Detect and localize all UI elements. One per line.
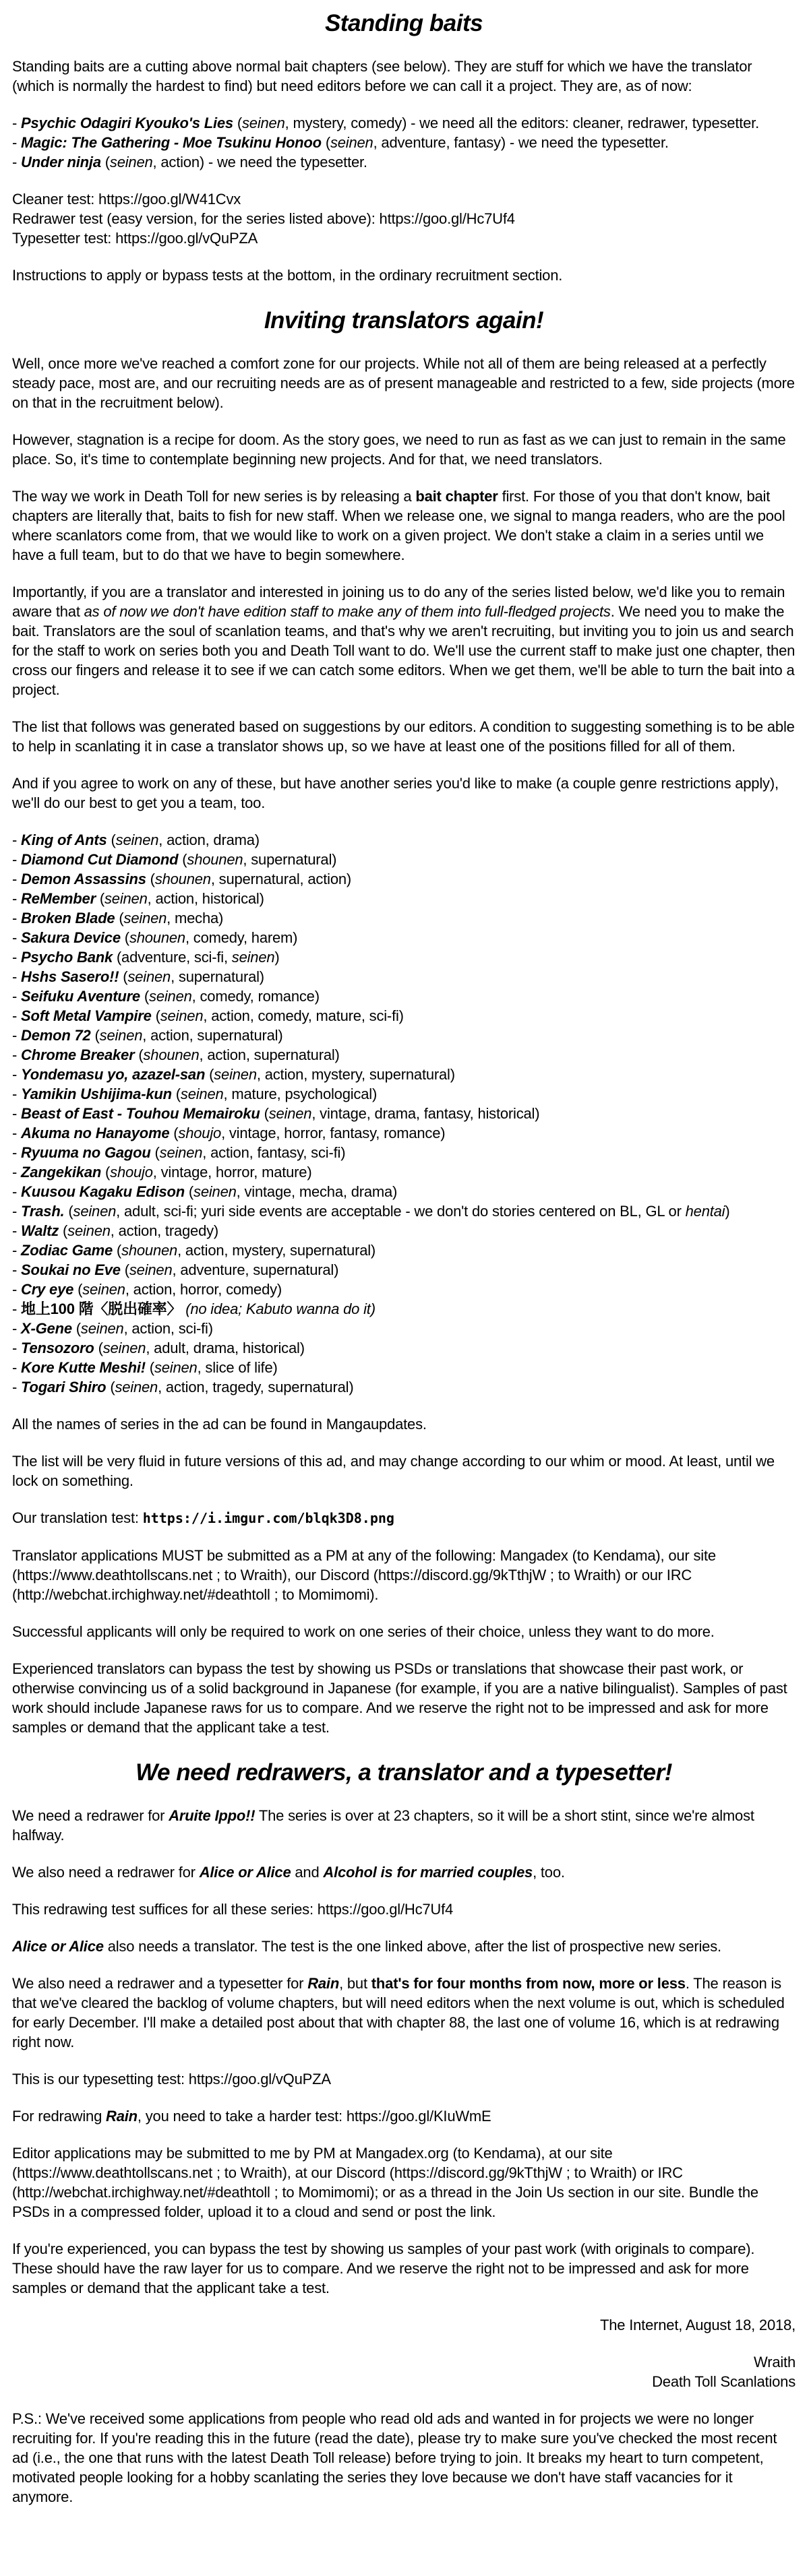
text-run: Yondemasu yo, azazel-san (21, 1066, 206, 1083)
line (12, 1338, 796, 1358)
text-run: However, stagnation is a recipe for doom. As the story goes, we need to run as fast as we can just to remain in the same place. So, it's time to contemplate beginning new projects. And for that, we need translators. (12, 431, 786, 468)
text-run: King of Ants (21, 831, 107, 848)
text-run: Tensozoro (21, 1340, 94, 1356)
text-run: seinen (193, 1183, 237, 1200)
prospective-series-list (12, 830, 796, 1397)
text-run: shounen (121, 1242, 178, 1259)
text-run: seinen (159, 1144, 203, 1161)
text-run: Our translation test: (12, 1509, 143, 1526)
text-run: seinen (154, 1359, 198, 1376)
text-run: - (12, 1086, 22, 1102)
heading-we-need-redrawers (12, 1757, 796, 1788)
text-run: Cleaner test: https://goo.gl/W41Cvx (12, 191, 241, 208)
line (12, 889, 796, 908)
text-run: - (12, 154, 22, 170)
line (12, 850, 796, 869)
text-run: Waltz (21, 1222, 59, 1239)
text-run: Cry eye (21, 1281, 74, 1298)
para-aruite-ippo (12, 1806, 796, 1845)
text-run: - (12, 831, 22, 848)
text-run: We also need a redrawer and a typesetter for (12, 1975, 308, 1992)
text-run: - (12, 134, 22, 151)
text-run: , adult, drama, historical) (146, 1340, 305, 1356)
text-run: - (12, 968, 22, 985)
text-run: ( (113, 1242, 122, 1259)
line (12, 1045, 796, 1065)
text-run: seinen (99, 1027, 143, 1044)
test-links-list (12, 189, 796, 248)
line (12, 1026, 796, 1045)
text-run: (adventure, sci-fi, (113, 949, 232, 966)
line (12, 1299, 796, 1319)
para-list-origin (12, 717, 796, 756)
text-run: ( (95, 890, 104, 907)
text-run: seinen (268, 1105, 312, 1122)
bait-series-list (12, 113, 796, 172)
text-run: Sakura Device (21, 929, 121, 946)
text-run: This redrawing test suffices for all these series: https://goo.gl/Hc7Uf4 (12, 1901, 454, 1918)
text-run: The Internet, August 18, 2018, (600, 2317, 796, 2333)
text-run: seinen (241, 115, 285, 131)
text-run: ( (107, 831, 116, 848)
line (12, 133, 796, 152)
text-run: seinen (102, 1340, 146, 1356)
line (12, 986, 796, 1006)
text-run: - (12, 851, 22, 868)
text-run: shoujo (178, 1125, 222, 1141)
text-run: , vintage, drama, fantasy, historical) (311, 1105, 540, 1122)
text-run: ( (106, 1379, 115, 1395)
text-run: , comedy, romance) (191, 988, 320, 1005)
text-run: Akuma no Hanayome (21, 1125, 170, 1141)
text-run: - (12, 1222, 22, 1239)
line (12, 1280, 796, 1299)
text-run: - (12, 929, 22, 946)
text-run: shounen (187, 851, 243, 868)
text-run: ( (101, 1164, 111, 1181)
text-run: - (12, 1359, 22, 1376)
text-run: And if you agree to work on any of these, but have another series you'd like to make (a couple genre restrictions apply), we'll do our best to get you a team, too. (12, 775, 779, 811)
line (12, 1201, 796, 1221)
text-run: ) (725, 1203, 730, 1220)
para-your-own-series (12, 774, 796, 813)
text-run: Demon 72 (21, 1027, 91, 1044)
text-run: - (12, 1261, 22, 1278)
text-run: P.S.: We've received some applications from people who read old ads and wanted in for projects we were no longer recruiting for. If you're reading this in the future (read the date), please try to make sure you've checked the most recent ad (i.e., the one that runs with the latest Death Toll release) before trying to join. It breaks my heart to turn competent, motivated people looking for a hobby scanlating the series they love because we don't have staff vacancies for it anymore. (12, 2410, 777, 2505)
text-run: - (12, 1320, 22, 1337)
text-run: - (12, 1183, 22, 1200)
text-run: seinen (123, 910, 167, 926)
text-run: shounen (129, 929, 185, 946)
text-run: , action, historical) (147, 890, 264, 907)
text-run: Demon Assassins (21, 871, 146, 887)
text-run: ( (140, 988, 150, 1005)
para-standing-baits-intro (12, 57, 796, 96)
line (12, 947, 796, 967)
text-run: , supernatural) (243, 851, 337, 868)
para-fluid-list (12, 1451, 796, 1490)
text-run: ( (321, 134, 330, 151)
text-run: seinen (73, 1203, 117, 1220)
text-run: , action, comedy, mature, sci-fi) (203, 1007, 404, 1024)
text-run: shounen (143, 1046, 200, 1063)
heading-standing-baits (12, 8, 796, 39)
text-run: Chrome Breaker (21, 1046, 135, 1063)
para-typesetting-test (12, 2069, 796, 2089)
text-run: seinen (160, 1007, 204, 1024)
text-run: Alice or Alice (199, 1864, 291, 1881)
para-importantly (12, 582, 796, 699)
text-run: and (291, 1864, 324, 1881)
text-run: Standing baits (324, 10, 483, 36)
text-run: Importantly, if you are a translator and interested in joining us to do any of the series listed below, we'd like you to remain aware that (12, 584, 785, 620)
text-run: Rain (106, 2108, 138, 2125)
line (12, 1143, 796, 1162)
line (12, 908, 796, 928)
text-run: All the names of series in the ad can be found in Mangaupdates. (12, 1416, 427, 1433)
text-run: seinen (115, 831, 159, 848)
text-run: We also need a redrawer for (12, 1864, 200, 1881)
text-run: , action, fantasy, sci-fi) (202, 1144, 346, 1161)
text-run: Kuusou Kagaku Edison (21, 1183, 185, 1200)
text-run: ( (260, 1105, 269, 1122)
line (12, 1377, 796, 1397)
para-bait-chapter (12, 486, 796, 565)
text-run: , action, tragedy) (110, 1222, 219, 1239)
text-run: ( (205, 1066, 214, 1083)
text-run: Alice or Alice (12, 1938, 104, 1955)
line (12, 869, 796, 889)
line (12, 209, 796, 228)
text-run: , mystery, comedy) - we need all the editors: cleaner, redrawer, typesetter. (284, 115, 760, 131)
text-run: For redrawing (12, 2108, 107, 2125)
text-run: - (12, 1144, 22, 1161)
text-run: seinen (330, 134, 373, 151)
text-run: seinen (129, 1261, 173, 1278)
text-run: , you need to take a harder test: https://goo.gl/KIuWmE (137, 2108, 491, 2125)
line (12, 928, 796, 947)
line (12, 830, 796, 850)
text-run: ( (94, 1340, 103, 1356)
text-run: Standing baits are a cutting above normal bait chapters (see below). They are stuff for which we have the translator (which is normally the hardest to find) but need editors before we can call it a project. They are, as of now: (12, 58, 752, 94)
text-run: shounen (154, 871, 211, 887)
text-run: seinen (115, 1379, 158, 1395)
text-run: seinen (214, 1066, 257, 1083)
text-run: Editor applications may be submitted to me by PM at Mangadex.org (to Kendama), at our site (https://www.deathtollscans.net ; to Wraith), at our Discord (https://discord.gg/9kTthjW ; to Wraith) or IRC (http://webchat.irchighway.net/#deathtoll ; to Momimomi); or as a thread in the Join Us section in our site. Bundle the PSDs in a compressed folder, upload it to a cloud and send or post the link. (12, 2145, 758, 2220)
text-run: also needs a translator. The test is the one linked above, after the list of prospective new series. (103, 1938, 721, 1955)
text-run: , action, tragedy, supernatural) (158, 1379, 354, 1395)
text-run: - (12, 1379, 22, 1395)
text-run: - (12, 890, 22, 907)
text-run: (no idea; Kabuto wanna do it) (185, 1300, 376, 1317)
text-run: Hshs Sasero!! (21, 968, 119, 985)
text-run: , vintage, horror, fantasy, romance) (221, 1125, 446, 1141)
text-run: ( (120, 929, 129, 946)
line (12, 113, 796, 133)
text-run: Soft Metal Vampire (21, 1007, 152, 1024)
text-run: Well, once more we've reached a comfort zone for our projects. While not all of them are being released at a perfectly steady pace, most are, and our recruiting needs are as of present manageable and restricted to a few, side projects (more on that in the recruitment below). (12, 355, 795, 411)
text-run: Zodiac Game (21, 1242, 113, 1259)
text-run: Inviting translators again! (264, 307, 544, 334)
text-run: Instructions to apply or bypass tests at the bottom, in the ordinary recruitment section. (12, 267, 563, 284)
text-run: first. For those of you that don't know, bait chapters are literally that, baits to fish for new staff. When we release one, we signal to manga readers, who are the pool where scanlators come from, that we would like to work on a given project. We don't stake a claim in a series until we have a full team, but to do that we have to begin somewhere. (12, 488, 785, 563)
text-run: Alcohol is for married couples (323, 1864, 533, 1881)
text-run: We need a redrawer for (12, 1807, 169, 1824)
para-successful-applicants (12, 1622, 796, 1641)
text-run: seinen (67, 1222, 111, 1239)
text-run: ( (71, 1320, 81, 1337)
line (12, 967, 796, 986)
line (12, 152, 796, 172)
text-run: - (12, 1007, 22, 1024)
line (12, 2372, 796, 2391)
para-mangaupdates (12, 1414, 796, 1434)
text-run: , comedy, harem) (185, 929, 298, 946)
para-translation-test (12, 1508, 796, 1528)
text-run: that's for four months from now, more or less (371, 1975, 686, 1992)
text-run: seinen (180, 1086, 224, 1102)
text-run: Rain (307, 1975, 340, 1992)
line (12, 1240, 796, 1260)
text-run: The list that follows was generated based on suggestions by our editors. A condition to suggesting something is to be able to help in scanlating it in case a translator shows up, so we have at least one of the positions filled for all of them. (12, 718, 795, 755)
text-run: , action, drama) (158, 831, 260, 848)
text-run: ReMember (21, 890, 96, 907)
text-run: , action, sci-fi) (123, 1320, 213, 1337)
line (12, 228, 796, 248)
text-run: ( (233, 115, 242, 131)
line (12, 1084, 796, 1104)
text-run: shoujo (110, 1164, 153, 1181)
text-run: seinen (109, 154, 153, 170)
text-run: The list will be very fluid in future versions of this ad, and may change according to our whim or mood. At least, until we lock on something. (12, 1453, 775, 1489)
text-run: X-Gene (21, 1320, 72, 1337)
text-run: seinen (80, 1320, 124, 1337)
text-run: Successful applicants will only be required to work on one series of their choice, unless they want to do more. (12, 1623, 715, 1640)
text-run: ( (178, 851, 187, 868)
text-run: , vintage, horror, mature) (152, 1164, 312, 1181)
text-run: ( (171, 1086, 181, 1102)
text-run: , action, mystery, supernatural) (177, 1242, 376, 1259)
text-run: Kore Kutte Meshi! (21, 1359, 146, 1376)
text-run: seinen (104, 890, 148, 907)
line (12, 1221, 796, 1240)
para-instructions (12, 265, 796, 285)
para-alice-translator (12, 1937, 796, 1956)
text-run: - (12, 115, 22, 131)
para-comfort-zone (12, 354, 796, 412)
text-run: , adult, sci-fi; yuri side events are acceptable - we don't do stories centered on BL, GL or (116, 1203, 686, 1220)
text-run: - (12, 1340, 22, 1356)
text-run: Yamikin Ushijima-kun (21, 1086, 172, 1102)
text-run: Psychic Odagiri Kyouko's Lies (21, 115, 233, 131)
para-rain (12, 1974, 796, 2052)
text-run: Soukai no Eve (21, 1261, 121, 1278)
text-run: hentai (685, 1203, 725, 1220)
line (12, 1006, 796, 1026)
text-run: Aruite Ippo!! (169, 1807, 256, 1824)
text-run: - (12, 910, 22, 926)
text-run: , too. (533, 1864, 565, 1881)
para-editor-applications (12, 2143, 796, 2222)
para-translator-applications (12, 1546, 796, 1604)
text-run: Beast of East - Touhou Memairoku (21, 1105, 260, 1122)
para-postscript (12, 2409, 796, 2507)
text-run: ( (150, 1144, 160, 1161)
para-stagnation (12, 430, 796, 469)
para-experienced-editors (12, 2239, 796, 2298)
para-alice-redrawer (12, 1862, 796, 1882)
line (12, 1104, 796, 1123)
text-run: Wraith (754, 2354, 796, 2370)
text-run: Ryuuma no Gagou (21, 1144, 151, 1161)
text-run: , adventure, supernatural) (172, 1261, 339, 1278)
text-run: , action, horror, comedy) (125, 1281, 282, 1298)
text-run: ( (184, 1183, 194, 1200)
text-run: seinen (149, 988, 192, 1005)
text-run: , vintage, mecha, drama) (236, 1183, 398, 1200)
line (12, 1162, 796, 1182)
line (12, 1182, 796, 1201)
text-run: - (12, 988, 22, 1005)
text-run: , action, mystery, supernatural) (256, 1066, 455, 1083)
text-run: ( (90, 1027, 100, 1044)
text-run: , slice of life) (197, 1359, 278, 1376)
text-run: We need redrawers, a translator and a typesetter! (136, 1759, 672, 1786)
text-run: The way we work in Death Toll for new series is by releasing a (12, 488, 416, 505)
text-run: ( (59, 1222, 68, 1239)
text-run: Trash. (21, 1203, 65, 1220)
text-run: , but (339, 1975, 371, 1992)
text-run: Redrawer test (easy version, for the series listed above): https://goo.gl/Hc7Uf4 (12, 210, 515, 227)
text-run: ( (100, 154, 110, 170)
text-run: - (12, 1300, 22, 1317)
text-run: ( (134, 1046, 144, 1063)
text-run: , mecha) (167, 910, 224, 926)
text-run: ( (146, 871, 155, 887)
text-run: - (12, 1164, 22, 1181)
text-run: , action, supernatural) (142, 1027, 283, 1044)
text-run: ( (151, 1007, 160, 1024)
text-run: , adventure, fantasy) - we need the typesetter. (373, 134, 669, 151)
text-run: Psycho Bank (21, 949, 113, 966)
text-run: Diamond Cut Diamond (21, 851, 179, 868)
text-run: , supernatural, action) (210, 871, 352, 887)
line (12, 1319, 796, 1338)
text-run: ( (169, 1125, 179, 1141)
para-redrawing-test (12, 1899, 796, 1919)
text-run: - (12, 1046, 22, 1063)
text-run: - (12, 1066, 22, 1083)
text-run: , supernatural) (171, 968, 264, 985)
text-run: - (12, 871, 22, 887)
para-experienced-translators (12, 1659, 796, 1737)
text-run: , mature, psychological) (223, 1086, 378, 1102)
text-run: Typesetter test: https://goo.gl/vQuPZA (12, 230, 258, 247)
text-run: - (12, 949, 22, 966)
line (12, 2352, 796, 2372)
text-run: Magic: The Gathering - Moe Tsukinu Honoo (21, 134, 322, 151)
text-run: - (12, 1281, 22, 1298)
text-run: The series is over at 23 chapters, so it will be a short stint, since we're almost halfway. (12, 1807, 754, 1844)
text-run: Death Toll Scanlations (652, 2373, 796, 2390)
para-rain-harder-test (12, 2106, 796, 2126)
text-run: - (12, 1125, 22, 1141)
line (12, 189, 796, 209)
text-run: seinen (127, 968, 171, 985)
text-run: as of now we don't have edition staff to make any of them into full-fledged projects (84, 603, 611, 620)
para-dateline (12, 2315, 796, 2335)
text-run: - (12, 1105, 22, 1122)
text-run: Seifuku Aventure (21, 988, 140, 1005)
text-run: ( (145, 1359, 154, 1376)
text-run: ) (274, 949, 280, 966)
text-run: Zangekikan (21, 1164, 102, 1181)
text-run: ( (73, 1281, 83, 1298)
text-run: Togari Shiro (21, 1379, 107, 1395)
text-run: , action) - we need the typesetter. (152, 154, 367, 170)
text-run: . The reason is that we've cleared the backlog of volume chapters, but will need editors when the next volume is out, which is scheduled for early December. I'll make a detailed post about that with chapter 88, the last one of volume 16, which is at redrawing right now. (12, 1975, 785, 2050)
text-run: bait chapter (415, 488, 498, 505)
text-run: , action, supernatural) (199, 1046, 340, 1063)
text-run: seinen (82, 1281, 125, 1298)
text-run: - (12, 1027, 22, 1044)
text-run: Translator applications MUST be submitted as a PM at any of the following: Mangadex (to Kendama), our site (https://www.deathtollscans.net ; to Wraith), our Discord (https://discord.gg/9kTthjW ; to Wraith) or our IRC (http://webchat.irchighway.net/#deathtoll ; to Momimomi). (12, 1547, 716, 1603)
text-run: - (12, 1203, 22, 1220)
text-run: ( (119, 968, 128, 985)
text-run: 地上100 階〈脱出確率〉 (21, 1300, 182, 1317)
text-run: Experienced translators can bypass the test by showing us PSDs or translations that showcase their past work, or otherwise convincing us of a solid background in Japanese (for example, if you are a native bilingualist). Samples of past work should include Japanese raws for us to compare. And we reserve the right not to be impressed and ask for more samples or demand that the applicant take a test. (12, 1660, 787, 1736)
text-run: Under ninja (21, 154, 101, 170)
text-run: . We need you to make the bait. Translators are the soul of scanlation teams, and that's why we aren't recruiting, but inviting you to join us and search for the staff to work on series both you and Death Toll want to do. We'll use the current staff to make just one chapter, then cross our fingers and release it to see if we can catch some editors. When we get them, we'll be able to turn the bait into a project. (12, 603, 796, 698)
line (12, 1065, 796, 1084)
signature (12, 2352, 796, 2391)
text-run: seinen (231, 949, 275, 966)
text-run: ( (120, 1261, 129, 1278)
text-run: This is our typesetting test: https://goo.gl/vQuPZA (12, 2071, 331, 2087)
text-run: ( (115, 910, 124, 926)
line (12, 1260, 796, 1280)
text-run: If you're experienced, you can bypass the test by showing us samples of your past work (with originals to compare). These should have the raw layer for us to compare. And we reserve the right not to be impressed and ask for more samples or demand that the applicant take a test. (12, 2240, 755, 2296)
text-run: - (12, 1242, 22, 1259)
heading-inviting-translators (12, 305, 796, 336)
line (12, 1358, 796, 1377)
text-run: https://i.imgur.com/blqk3D8.png (142, 1510, 394, 1526)
text-run: Broken Blade (21, 910, 115, 926)
text-run: ( (64, 1203, 73, 1220)
line (12, 1123, 796, 1143)
